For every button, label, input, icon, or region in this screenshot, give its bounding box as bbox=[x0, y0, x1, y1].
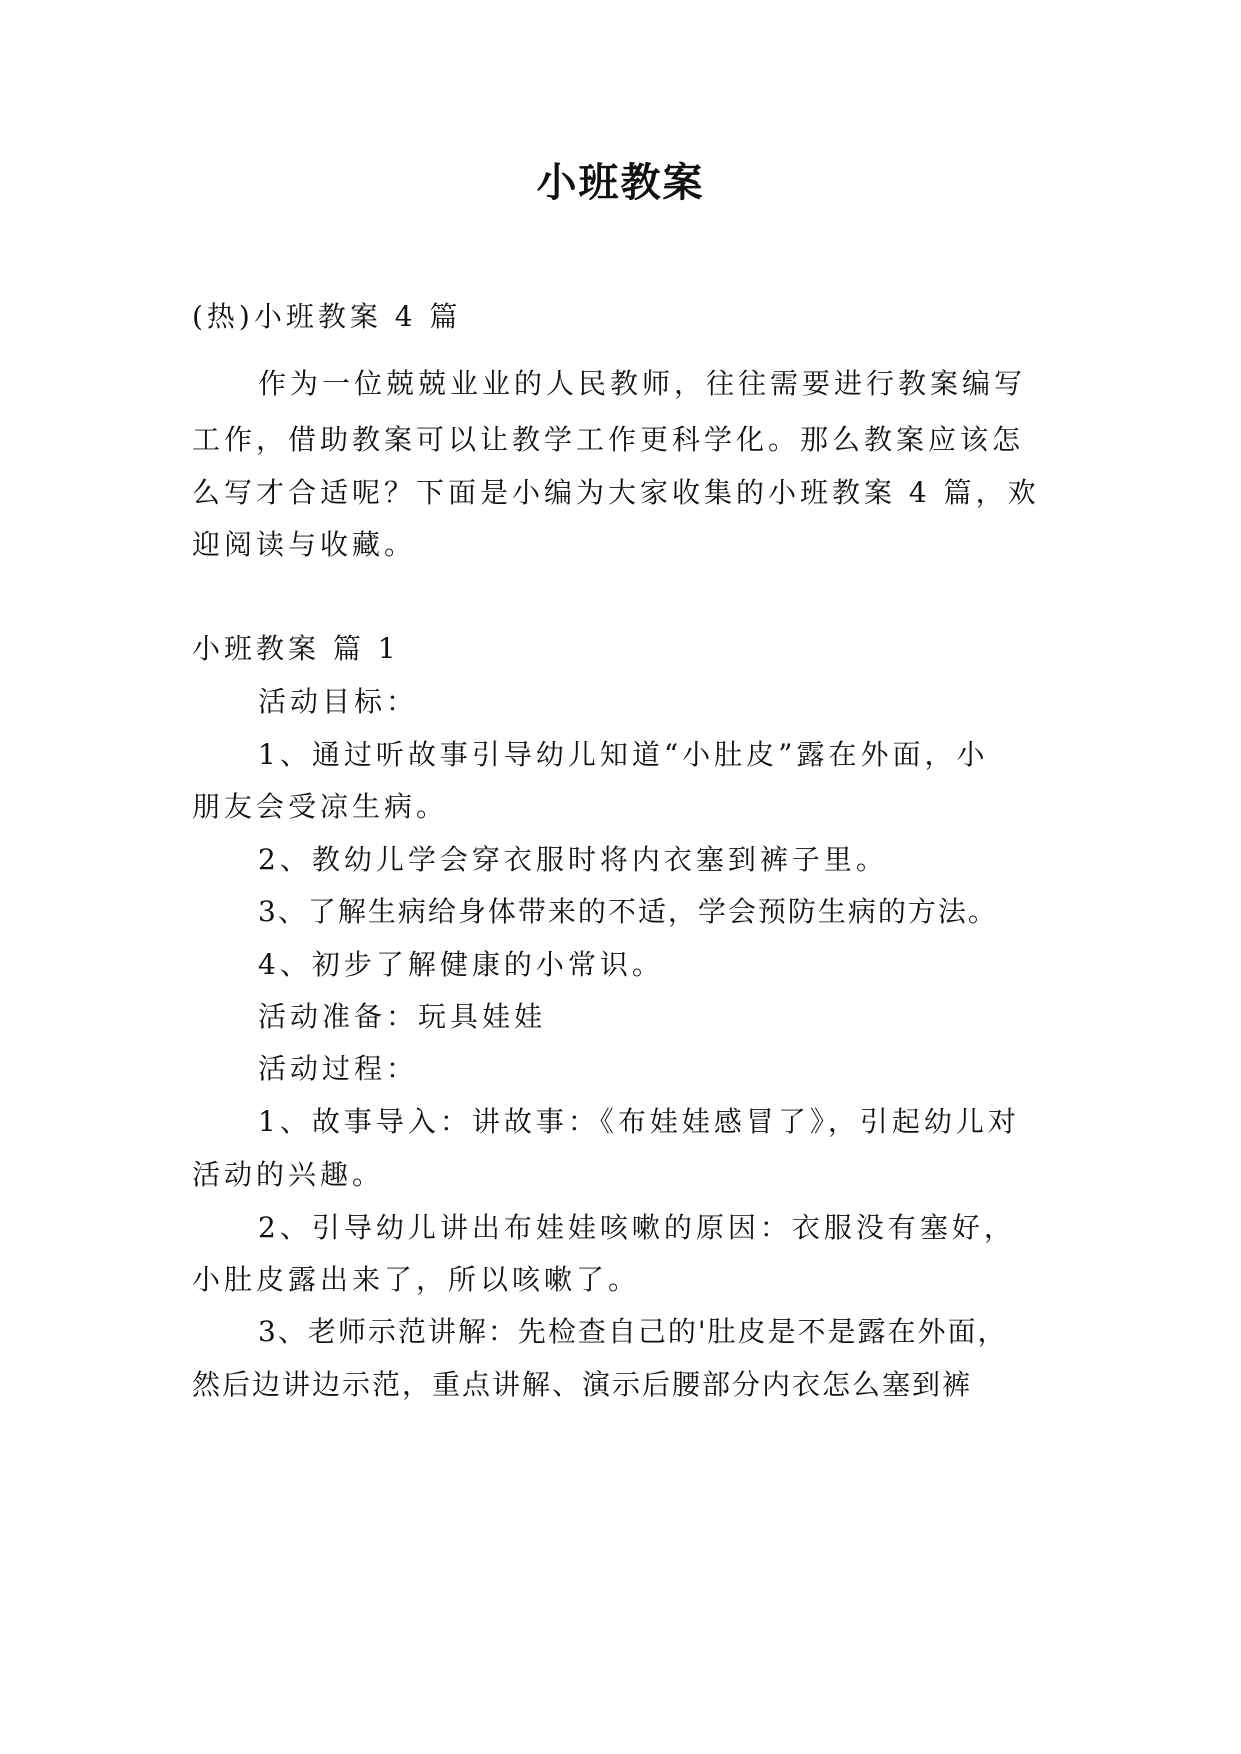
goal-line-4: 3、了解生病给身体带来的不适，学会预防生病的方法。 bbox=[258, 895, 998, 928]
process-label: 活动过程： bbox=[258, 1052, 419, 1085]
goal-line-1: 1、通过听故事引导幼儿知道“小肚皮”露在外面，小 bbox=[258, 738, 989, 771]
process-line-1: 1、故事导入：讲故事：《布娃娃感冒了》，引起幼儿对 bbox=[258, 1105, 1020, 1138]
goals-label: 活动目标： bbox=[258, 685, 419, 718]
process-line-5: 3、老师示范讲解：先检查自己的'肚皮是不是露在外面， bbox=[258, 1315, 1008, 1348]
process-line-4: 小肚皮露出来了，所以咳嗽了。 bbox=[192, 1263, 641, 1296]
document-title: 小班教案 bbox=[536, 159, 705, 206]
intro-line-2: 工作，借助教案可以让教学工作更科学化。那么教案应该怎 bbox=[192, 423, 1025, 456]
goal-line-5: 4、初步了解健康的小常识。 bbox=[258, 948, 664, 981]
process-line-3: 2、引导幼儿讲出布娃娃咳嗽的原因：衣服没有塞好， bbox=[258, 1211, 1016, 1244]
process-line-6: 然后边讲边示范，重点讲解、演示后腰部分内衣怎么塞到裤 bbox=[192, 1368, 973, 1401]
section-heading: 小班教案 篇 1 bbox=[192, 632, 400, 665]
intro-line-4: 迎阅读与收藏。 bbox=[192, 528, 417, 561]
goal-line-2: 朋友会受凉生病。 bbox=[192, 790, 449, 823]
intro-line-1: 作为一位兢兢业业的人民教师，往往需要进行教案编写 bbox=[258, 367, 1027, 400]
prep-line: 活动准备：玩具娃娃 bbox=[258, 1000, 547, 1033]
document-subtitle: (热)小班教案 4 篇 bbox=[192, 300, 462, 333]
process-line-2: 活动的兴趣。 bbox=[192, 1158, 385, 1191]
goal-line-3: 2、教幼儿学会穿衣服时将内衣塞到裤子里。 bbox=[258, 843, 888, 876]
intro-line-3: 么写才合适呢？下面是小编为大家收集的小班教案 4 篇，欢 bbox=[192, 476, 1040, 509]
